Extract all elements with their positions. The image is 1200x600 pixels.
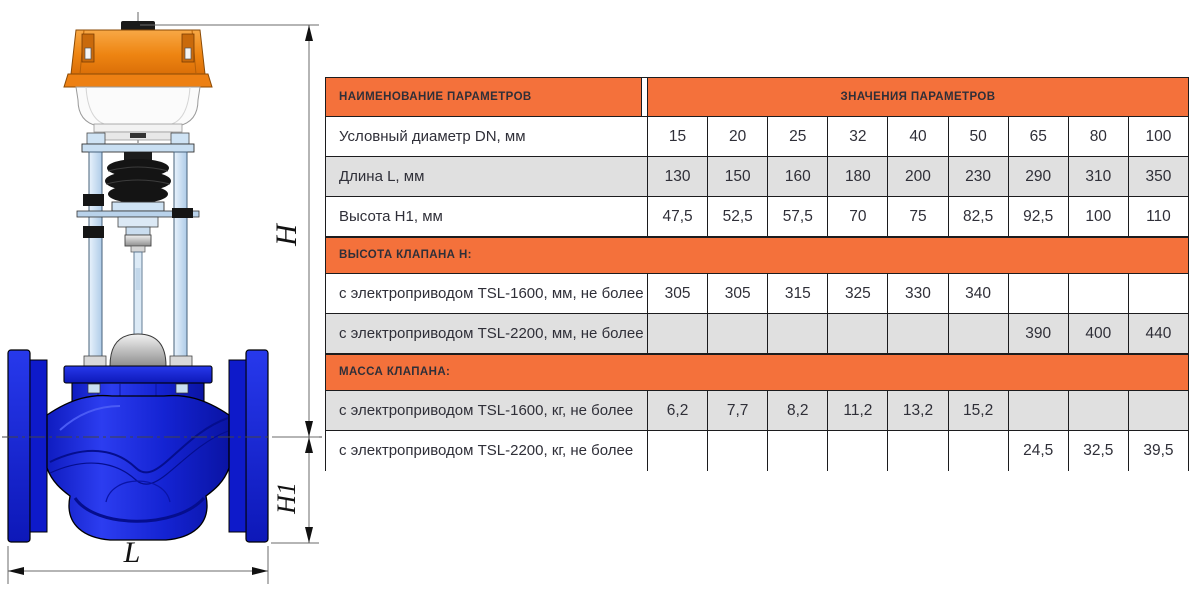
param-value-cell: 100: [1128, 117, 1188, 157]
param-label-cell: с электроприводом TSL-2200, мм, не более: [326, 314, 648, 354]
table-row: [326, 274, 1189, 314]
body-globe: [47, 396, 229, 540]
param-value-cell: 110: [1128, 197, 1188, 237]
param-value-cell: 75: [888, 197, 948, 237]
param-value-cell: [768, 431, 828, 471]
param-value-cell: 15,2: [948, 391, 1008, 431]
param-value-cell: 440: [1128, 314, 1188, 354]
yoke-column-right: [174, 152, 187, 360]
table-row: [326, 117, 1189, 157]
dim-label-h: H: [270, 224, 303, 246]
param-label-cell: Длина L, мм: [326, 157, 648, 197]
param-value-cell: 160: [768, 157, 828, 197]
bellows-plate: [112, 202, 164, 211]
param-label-cell: Условный диаметр DN, мм: [326, 117, 648, 157]
param-value-cell: 65: [1008, 117, 1068, 157]
actuator-cap-rim: [64, 74, 212, 87]
param-value-cell: 11,2: [828, 391, 888, 431]
column-clamp-right: [172, 208, 193, 218]
param-value-cell: [1128, 391, 1188, 431]
param-value-cell: 80: [1068, 117, 1128, 157]
param-value-cell: 315: [768, 274, 828, 314]
param-value-cell: [1008, 391, 1068, 431]
valve-stem: [134, 252, 142, 338]
param-value-cell: 50: [948, 117, 1008, 157]
header-parameter-values: ЗНАЧЕНИЯ ПАРАМЕТРОВ: [648, 78, 1189, 117]
dim-label-h1: H1: [272, 482, 301, 514]
param-value-cell: 24,5: [1008, 431, 1068, 471]
param-value-cell: 310: [1068, 157, 1128, 197]
flange-left: [8, 350, 30, 542]
electric-actuator: [64, 21, 212, 144]
param-value-cell: 150: [708, 157, 768, 197]
param-value-cell: [888, 431, 948, 471]
table-row: [326, 431, 1189, 471]
param-value-cell: 52,5: [708, 197, 768, 237]
param-value-cell: 200: [888, 157, 948, 197]
param-value-cell: 290: [1008, 157, 1068, 197]
param-value-cell: 305: [648, 274, 708, 314]
param-value-cell: 390: [1008, 314, 1068, 354]
param-label-cell: Высота H1, мм: [326, 197, 648, 237]
param-value-cell: 39,5: [1128, 431, 1188, 471]
bellows: [105, 159, 171, 203]
mount-nut-left: [87, 133, 105, 144]
param-value-cell: 100: [1068, 197, 1128, 237]
parameters-table: [325, 77, 1189, 471]
param-value-cell: 305: [708, 274, 768, 314]
param-value-cell: 230: [948, 157, 1008, 197]
param-value-cell: [768, 314, 828, 354]
param-value-cell: 20: [708, 117, 768, 157]
valve-body: [8, 350, 268, 542]
param-value-cell: [708, 314, 768, 354]
column-clamp-left-lower: [83, 226, 104, 238]
section-row: [326, 237, 1189, 274]
flange-right: [246, 350, 268, 542]
param-value-cell: 15: [648, 117, 708, 157]
yoke-plate: [82, 144, 194, 152]
param-value-cell: 32,5: [1068, 431, 1128, 471]
param-value-cell: [828, 431, 888, 471]
param-value-cell: 47,5: [648, 197, 708, 237]
table-header-row: [326, 78, 1189, 117]
param-value-cell: 6,2: [648, 391, 708, 431]
param-value-cell: [648, 314, 708, 354]
table-row: [326, 314, 1189, 354]
param-value-cell: 7,7: [708, 391, 768, 431]
param-value-cell: 350: [1128, 157, 1188, 197]
mount-nut-right: [171, 133, 189, 144]
param-value-cell: [1068, 391, 1128, 431]
param-value-cell: 40: [888, 117, 948, 157]
bellows-hub: [124, 152, 152, 160]
param-value-cell: 25: [768, 117, 828, 157]
param-value-cell: [648, 431, 708, 471]
valve-drawing: [0, 0, 330, 600]
param-value-cell: 92,5: [1008, 197, 1068, 237]
param-value-cell: 325: [828, 274, 888, 314]
dim-label-l: L: [123, 536, 141, 569]
param-value-cell: 330: [888, 274, 948, 314]
param-value-cell: 82,5: [948, 197, 1008, 237]
header-parameter-names: НАИМЕНОВАНИЕ ПАРАМЕТРОВ: [326, 78, 642, 117]
actuator-housing: [76, 87, 200, 126]
param-value-cell: [1008, 274, 1068, 314]
gland-cone: [110, 334, 166, 366]
param-label-cell: с электроприводом TSL-1600, мм, не более: [326, 274, 648, 314]
table-body: [326, 117, 1189, 471]
column-clamp-left-upper: [83, 194, 104, 206]
section-row: [326, 354, 1189, 391]
param-value-cell: [948, 314, 1008, 354]
param-value-cell: [1128, 274, 1188, 314]
param-value-cell: 180: [828, 157, 888, 197]
param-value-cell: 70: [828, 197, 888, 237]
section-header-cell: МАССА КЛАПАНА:: [326, 354, 1189, 391]
yoke-column-left: [89, 152, 102, 360]
param-label-cell: с электроприводом TSL-1600, кг, не более: [326, 391, 648, 431]
param-value-cell: 400: [1068, 314, 1128, 354]
param-value-cell: 8,2: [768, 391, 828, 431]
table-row: [326, 157, 1189, 197]
param-value-cell: [1068, 274, 1128, 314]
param-value-cell: [948, 431, 1008, 471]
param-value-cell: 13,2: [888, 391, 948, 431]
table-row: [326, 391, 1189, 431]
param-value-cell: [708, 431, 768, 471]
table-row: [326, 197, 1189, 237]
stem-coupling-nut: [125, 235, 151, 246]
param-value-cell: [888, 314, 948, 354]
section-header-cell: ВЫСОТА КЛАПАНА H:: [326, 237, 1189, 274]
yoke-assembly: [77, 144, 199, 369]
param-value-cell: 340: [948, 274, 1008, 314]
param-value-cell: 130: [648, 157, 708, 197]
param-label-cell: с электроприводом TSL-2200, кг, не более: [326, 431, 648, 471]
param-value-cell: [828, 314, 888, 354]
param-value-cell: 57,5: [768, 197, 828, 237]
bonnet-flange: [64, 366, 212, 383]
param-value-cell: 32: [828, 117, 888, 157]
